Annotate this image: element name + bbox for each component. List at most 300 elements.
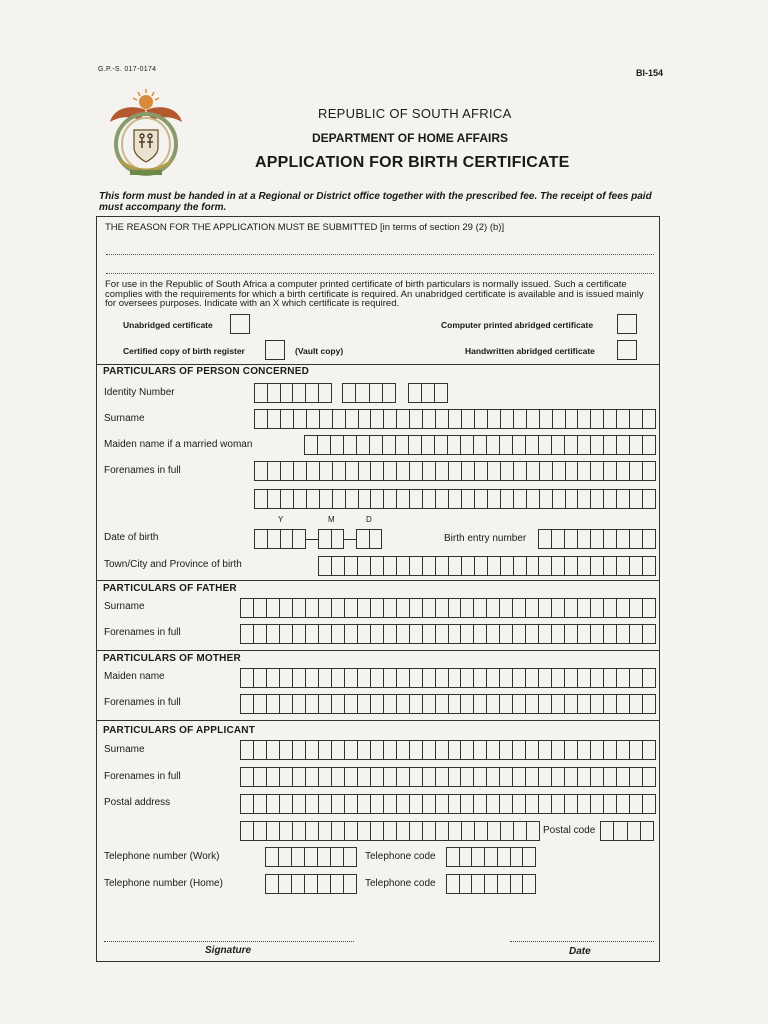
character-cell[interactable] xyxy=(553,410,566,428)
character-cell[interactable] xyxy=(333,410,346,428)
character-cell[interactable] xyxy=(358,695,371,713)
character-cell[interactable] xyxy=(306,695,319,713)
character-cell[interactable] xyxy=(604,625,617,643)
character-cell[interactable] xyxy=(384,741,397,759)
character-cell[interactable] xyxy=(255,384,268,402)
character-cell[interactable] xyxy=(280,599,293,617)
character-cell[interactable] xyxy=(447,875,460,893)
character-cell[interactable] xyxy=(553,462,566,480)
character-cell[interactable] xyxy=(630,741,643,759)
character-cell[interactable] xyxy=(578,490,591,508)
character-cell[interactable] xyxy=(630,530,643,548)
character-cell[interactable] xyxy=(641,822,653,840)
character-cell[interactable] xyxy=(514,557,527,575)
character-cell[interactable] xyxy=(292,848,305,866)
character-cell[interactable] xyxy=(345,795,358,813)
character-cell[interactable] xyxy=(306,669,319,687)
character-cell[interactable] xyxy=(306,795,319,813)
birth-month-field[interactable] xyxy=(318,529,344,549)
character-cell[interactable] xyxy=(523,875,535,893)
character-cell[interactable] xyxy=(345,557,358,575)
character-cell[interactable] xyxy=(241,741,254,759)
postal-address-field-1[interactable] xyxy=(240,794,656,814)
character-cell[interactable] xyxy=(320,462,333,480)
character-cell[interactable] xyxy=(435,436,448,454)
character-cell[interactable] xyxy=(267,768,280,786)
character-cell[interactable] xyxy=(630,695,643,713)
character-cell[interactable] xyxy=(254,695,267,713)
tel-home-code-field[interactable] xyxy=(446,874,536,894)
character-cell[interactable] xyxy=(423,490,436,508)
character-cell[interactable] xyxy=(500,669,513,687)
character-cell[interactable] xyxy=(254,599,267,617)
character-cell[interactable] xyxy=(500,436,513,454)
character-cell[interactable] xyxy=(539,530,552,548)
character-cell[interactable] xyxy=(410,625,423,643)
character-cell[interactable] xyxy=(461,795,474,813)
character-cell[interactable] xyxy=(281,490,294,508)
character-cell[interactable] xyxy=(643,768,655,786)
tel-work-code-field[interactable] xyxy=(446,847,536,867)
character-cell[interactable] xyxy=(436,741,449,759)
character-cell[interactable] xyxy=(279,848,292,866)
character-cell[interactable] xyxy=(513,436,526,454)
character-cell[interactable] xyxy=(371,490,384,508)
character-cell[interactable] xyxy=(526,669,539,687)
character-cell[interactable] xyxy=(461,436,474,454)
character-cell[interactable] xyxy=(306,384,319,402)
character-cell[interactable] xyxy=(462,557,475,575)
character-cell[interactable] xyxy=(281,384,294,402)
character-cell[interactable] xyxy=(268,410,281,428)
character-cell[interactable] xyxy=(241,599,254,617)
character-cell[interactable] xyxy=(462,822,475,840)
character-cell[interactable] xyxy=(601,822,614,840)
character-cell[interactable] xyxy=(539,741,552,759)
character-cell[interactable] xyxy=(344,875,356,893)
character-cell[interactable] xyxy=(449,625,462,643)
character-cell[interactable] xyxy=(384,695,397,713)
character-cell[interactable] xyxy=(501,822,514,840)
character-cell[interactable] xyxy=(267,741,280,759)
character-cell[interactable] xyxy=(628,822,641,840)
character-cell[interactable] xyxy=(371,599,384,617)
character-cell[interactable] xyxy=(383,436,396,454)
character-cell[interactable] xyxy=(436,768,449,786)
character-cell[interactable] xyxy=(370,530,382,548)
character-cell[interactable] xyxy=(397,599,410,617)
character-cell[interactable] xyxy=(617,669,630,687)
character-cell[interactable] xyxy=(345,822,358,840)
town-province-field[interactable] xyxy=(318,556,656,576)
character-cell[interactable] xyxy=(241,669,254,687)
character-cell[interactable] xyxy=(254,625,267,643)
character-cell[interactable] xyxy=(255,490,268,508)
birth-year-field[interactable] xyxy=(254,529,306,549)
character-cell[interactable] xyxy=(488,410,501,428)
character-cell[interactable] xyxy=(485,848,498,866)
character-cell[interactable] xyxy=(358,669,371,687)
character-cell[interactable] xyxy=(449,669,462,687)
reason-line-2[interactable] xyxy=(106,273,654,274)
character-cell[interactable] xyxy=(578,599,591,617)
character-cell[interactable] xyxy=(371,462,384,480)
character-cell[interactable] xyxy=(501,462,514,480)
character-cell[interactable] xyxy=(552,695,565,713)
unabridged-checkbox[interactable] xyxy=(230,314,250,334)
character-cell[interactable] xyxy=(318,875,331,893)
character-cell[interactable] xyxy=(255,410,268,428)
character-cell[interactable] xyxy=(475,410,488,428)
character-cell[interactable] xyxy=(565,557,578,575)
character-cell[interactable] xyxy=(487,741,500,759)
character-cell[interactable] xyxy=(319,625,332,643)
character-cell[interactable] xyxy=(410,490,423,508)
character-cell[interactable] xyxy=(293,768,306,786)
character-cell[interactable] xyxy=(462,410,475,428)
character-cell[interactable] xyxy=(487,695,500,713)
character-cell[interactable] xyxy=(500,768,513,786)
character-cell[interactable] xyxy=(630,557,643,575)
character-cell[interactable] xyxy=(604,410,617,428)
character-cell[interactable] xyxy=(358,741,371,759)
character-cell[interactable] xyxy=(241,795,254,813)
character-cell[interactable] xyxy=(514,410,527,428)
identity-number-field-2[interactable] xyxy=(342,383,396,403)
character-cell[interactable] xyxy=(423,795,436,813)
character-cell[interactable] xyxy=(617,462,630,480)
character-cell[interactable] xyxy=(578,410,591,428)
character-cell[interactable] xyxy=(371,557,384,575)
character-cell[interactable] xyxy=(422,384,435,402)
character-cell[interactable] xyxy=(591,669,604,687)
handwritten-abridged-checkbox[interactable] xyxy=(617,340,637,360)
character-cell[interactable] xyxy=(332,822,345,840)
character-cell[interactable] xyxy=(526,625,539,643)
character-cell[interactable] xyxy=(474,741,487,759)
character-cell[interactable] xyxy=(578,557,591,575)
tel-work-field[interactable] xyxy=(265,847,357,867)
character-cell[interactable] xyxy=(409,384,422,402)
character-cell[interactable] xyxy=(449,695,462,713)
character-cell[interactable] xyxy=(591,410,604,428)
character-cell[interactable] xyxy=(462,462,475,480)
character-cell[interactable] xyxy=(358,822,371,840)
character-cell[interactable] xyxy=(332,795,345,813)
character-cell[interactable] xyxy=(305,875,318,893)
character-cell[interactable] xyxy=(319,557,332,575)
character-cell[interactable] xyxy=(500,695,513,713)
character-cell[interactable] xyxy=(254,822,267,840)
character-cell[interactable] xyxy=(410,599,423,617)
character-cell[interactable] xyxy=(410,557,423,575)
character-cell[interactable] xyxy=(614,822,627,840)
character-cell[interactable] xyxy=(566,410,579,428)
character-cell[interactable] xyxy=(604,490,617,508)
character-cell[interactable] xyxy=(409,436,422,454)
character-cell[interactable] xyxy=(306,599,319,617)
character-cell[interactable] xyxy=(643,741,655,759)
character-cell[interactable] xyxy=(397,557,410,575)
character-cell[interactable] xyxy=(423,462,436,480)
character-cell[interactable] xyxy=(617,695,630,713)
character-cell[interactable] xyxy=(501,490,514,508)
character-cell[interactable] xyxy=(305,848,318,866)
character-cell[interactable] xyxy=(319,822,332,840)
character-cell[interactable] xyxy=(474,795,487,813)
character-cell[interactable] xyxy=(306,741,319,759)
character-cell[interactable] xyxy=(371,695,384,713)
character-cell[interactable] xyxy=(617,741,630,759)
character-cell[interactable] xyxy=(474,599,487,617)
character-cell[interactable] xyxy=(331,436,344,454)
character-cell[interactable] xyxy=(345,599,358,617)
character-cell[interactable] xyxy=(604,669,617,687)
person-forenames-field-2[interactable] xyxy=(254,489,656,509)
character-cell[interactable] xyxy=(553,490,566,508)
character-cell[interactable] xyxy=(461,695,474,713)
character-cell[interactable] xyxy=(357,436,370,454)
character-cell[interactable] xyxy=(630,795,643,813)
character-cell[interactable] xyxy=(565,741,578,759)
character-cell[interactable] xyxy=(630,436,643,454)
character-cell[interactable] xyxy=(436,599,449,617)
character-cell[interactable] xyxy=(410,822,423,840)
character-cell[interactable] xyxy=(332,599,345,617)
character-cell[interactable] xyxy=(371,795,384,813)
character-cell[interactable] xyxy=(384,795,397,813)
character-cell[interactable] xyxy=(268,530,281,548)
character-cell[interactable] xyxy=(475,557,488,575)
character-cell[interactable] xyxy=(319,741,332,759)
character-cell[interactable] xyxy=(461,741,474,759)
character-cell[interactable] xyxy=(630,768,643,786)
character-cell[interactable] xyxy=(617,490,630,508)
character-cell[interactable] xyxy=(280,822,293,840)
character-cell[interactable] xyxy=(578,462,591,480)
character-cell[interactable] xyxy=(423,822,436,840)
character-cell[interactable] xyxy=(241,625,254,643)
character-cell[interactable] xyxy=(384,599,397,617)
character-cell[interactable] xyxy=(436,462,449,480)
father-surname-field[interactable] xyxy=(240,598,656,618)
character-cell[interactable] xyxy=(254,768,267,786)
character-cell[interactable] xyxy=(293,530,305,548)
character-cell[interactable] xyxy=(643,669,655,687)
character-cell[interactable] xyxy=(344,848,356,866)
character-cell[interactable] xyxy=(359,462,372,480)
character-cell[interactable] xyxy=(527,490,540,508)
character-cell[interactable] xyxy=(436,695,449,713)
person-forenames-field-1[interactable] xyxy=(254,461,656,481)
character-cell[interactable] xyxy=(293,741,306,759)
character-cell[interactable] xyxy=(643,436,655,454)
identity-number-field-1[interactable] xyxy=(254,383,332,403)
character-cell[interactable] xyxy=(513,768,526,786)
character-cell[interactable] xyxy=(526,795,539,813)
character-cell[interactable] xyxy=(346,410,359,428)
character-cell[interactable] xyxy=(526,599,539,617)
character-cell[interactable] xyxy=(396,436,409,454)
character-cell[interactable] xyxy=(254,741,267,759)
character-cell[interactable] xyxy=(591,462,604,480)
character-cell[interactable] xyxy=(281,530,294,548)
character-cell[interactable] xyxy=(449,557,462,575)
character-cell[interactable] xyxy=(643,530,655,548)
character-cell[interactable] xyxy=(345,669,358,687)
character-cell[interactable] xyxy=(539,625,552,643)
character-cell[interactable] xyxy=(320,490,333,508)
character-cell[interactable] xyxy=(591,557,604,575)
character-cell[interactable] xyxy=(423,625,436,643)
character-cell[interactable] xyxy=(280,741,293,759)
character-cell[interactable] xyxy=(591,768,604,786)
character-cell[interactable] xyxy=(371,669,384,687)
character-cell[interactable] xyxy=(617,599,630,617)
character-cell[interactable] xyxy=(280,669,293,687)
character-cell[interactable] xyxy=(565,768,578,786)
birth-day-field[interactable] xyxy=(356,529,382,549)
character-cell[interactable] xyxy=(241,768,254,786)
character-cell[interactable] xyxy=(617,768,630,786)
character-cell[interactable] xyxy=(539,436,552,454)
character-cell[interactable] xyxy=(254,669,267,687)
character-cell[interactable] xyxy=(370,436,383,454)
character-cell[interactable] xyxy=(487,768,500,786)
character-cell[interactable] xyxy=(513,625,526,643)
character-cell[interactable] xyxy=(485,875,498,893)
character-cell[interactable] xyxy=(346,462,359,480)
character-cell[interactable] xyxy=(318,848,331,866)
character-cell[interactable] xyxy=(578,436,591,454)
character-cell[interactable] xyxy=(333,490,346,508)
character-cell[interactable] xyxy=(306,768,319,786)
character-cell[interactable] xyxy=(604,741,617,759)
character-cell[interactable] xyxy=(591,436,604,454)
character-cell[interactable] xyxy=(630,462,643,480)
character-cell[interactable] xyxy=(630,625,643,643)
character-cell[interactable] xyxy=(436,625,449,643)
character-cell[interactable] xyxy=(255,530,268,548)
character-cell[interactable] xyxy=(539,669,552,687)
character-cell[interactable] xyxy=(397,695,410,713)
character-cell[interactable] xyxy=(319,599,332,617)
postal-address-field-2[interactable] xyxy=(240,821,540,841)
character-cell[interactable] xyxy=(267,669,280,687)
character-cell[interactable] xyxy=(266,848,279,866)
character-cell[interactable] xyxy=(591,695,604,713)
character-cell[interactable] xyxy=(472,848,485,866)
signature-line[interactable] xyxy=(104,941,354,942)
character-cell[interactable] xyxy=(488,557,501,575)
character-cell[interactable] xyxy=(255,462,268,480)
reason-line-1[interactable] xyxy=(106,254,654,255)
tel-home-field[interactable] xyxy=(265,874,357,894)
character-cell[interactable] xyxy=(280,795,293,813)
character-cell[interactable] xyxy=(552,436,565,454)
character-cell[interactable] xyxy=(384,822,397,840)
character-cell[interactable] xyxy=(423,741,436,759)
character-cell[interactable] xyxy=(371,410,384,428)
character-cell[interactable] xyxy=(513,795,526,813)
character-cell[interactable] xyxy=(423,695,436,713)
character-cell[interactable] xyxy=(643,462,655,480)
character-cell[interactable] xyxy=(294,410,307,428)
character-cell[interactable] xyxy=(332,625,345,643)
character-cell[interactable] xyxy=(449,768,462,786)
character-cell[interactable] xyxy=(423,768,436,786)
character-cell[interactable] xyxy=(268,462,281,480)
character-cell[interactable] xyxy=(566,462,579,480)
character-cell[interactable] xyxy=(591,530,604,548)
character-cell[interactable] xyxy=(267,625,280,643)
character-cell[interactable] xyxy=(344,436,357,454)
character-cell[interactable] xyxy=(578,669,591,687)
character-cell[interactable] xyxy=(474,625,487,643)
character-cell[interactable] xyxy=(474,695,487,713)
character-cell[interactable] xyxy=(630,669,643,687)
character-cell[interactable] xyxy=(319,768,332,786)
character-cell[interactable] xyxy=(565,669,578,687)
character-cell[interactable] xyxy=(449,599,462,617)
character-cell[interactable] xyxy=(604,557,617,575)
character-cell[interactable] xyxy=(488,490,501,508)
character-cell[interactable] xyxy=(423,557,436,575)
character-cell[interactable] xyxy=(436,795,449,813)
character-cell[interactable] xyxy=(293,822,306,840)
character-cell[interactable] xyxy=(397,669,410,687)
character-cell[interactable] xyxy=(241,695,254,713)
character-cell[interactable] xyxy=(371,625,384,643)
character-cell[interactable] xyxy=(500,795,513,813)
character-cell[interactable] xyxy=(540,490,553,508)
character-cell[interactable] xyxy=(436,822,449,840)
person-surname-field[interactable] xyxy=(254,409,656,429)
character-cell[interactable] xyxy=(527,822,539,840)
character-cell[interactable] xyxy=(630,410,643,428)
computer-abridged-checkbox[interactable] xyxy=(617,314,637,334)
character-cell[interactable] xyxy=(578,530,591,548)
character-cell[interactable] xyxy=(500,741,513,759)
character-cell[interactable] xyxy=(487,436,500,454)
character-cell[interactable] xyxy=(397,490,410,508)
character-cell[interactable] xyxy=(357,530,370,548)
character-cell[interactable] xyxy=(280,768,293,786)
character-cell[interactable] xyxy=(475,822,488,840)
character-cell[interactable] xyxy=(280,625,293,643)
character-cell[interactable] xyxy=(461,625,474,643)
character-cell[interactable] xyxy=(279,875,292,893)
character-cell[interactable] xyxy=(591,625,604,643)
character-cell[interactable] xyxy=(461,768,474,786)
character-cell[interactable] xyxy=(488,822,501,840)
mother-maiden-name-field[interactable] xyxy=(240,668,656,688)
character-cell[interactable] xyxy=(292,875,305,893)
character-cell[interactable] xyxy=(435,384,447,402)
character-cell[interactable] xyxy=(475,462,488,480)
character-cell[interactable] xyxy=(591,599,604,617)
character-cell[interactable] xyxy=(565,436,578,454)
character-cell[interactable] xyxy=(345,741,358,759)
character-cell[interactable] xyxy=(513,695,526,713)
character-cell[interactable] xyxy=(397,768,410,786)
character-cell[interactable] xyxy=(397,625,410,643)
character-cell[interactable] xyxy=(552,741,565,759)
character-cell[interactable] xyxy=(472,875,485,893)
character-cell[interactable] xyxy=(371,822,384,840)
character-cell[interactable] xyxy=(436,410,449,428)
character-cell[interactable] xyxy=(343,384,356,402)
